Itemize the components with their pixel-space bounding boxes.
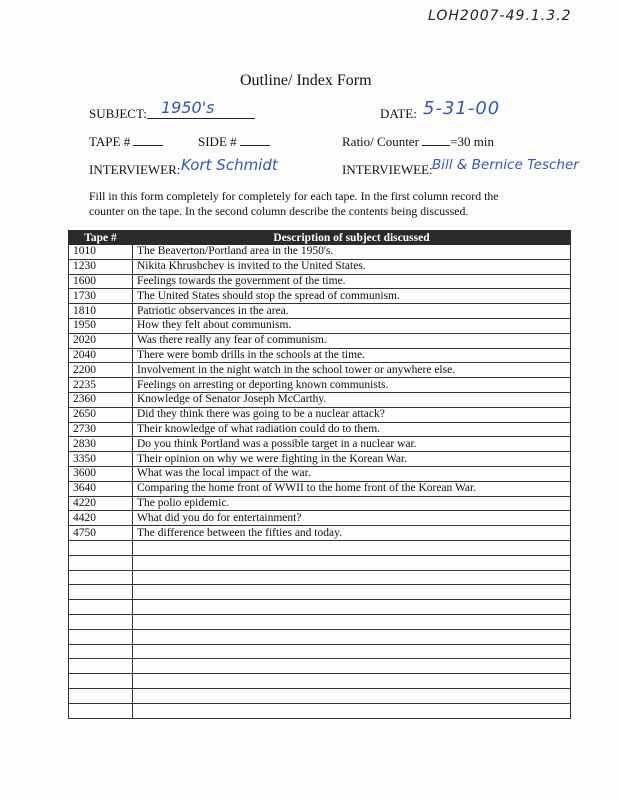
- description-cell[interactable]: What was the local impact of the war.: [133, 466, 571, 481]
- date-label: DATE:: [380, 106, 417, 121]
- subject-field[interactable]: [147, 98, 255, 119]
- tape-counter-cell[interactable]: 4220: [69, 496, 133, 511]
- subject-index-table: [68, 230, 571, 719]
- table-row: [69, 540, 571, 555]
- side-label: [198, 133, 270, 150]
- tape-counter-cell[interactable]: [69, 659, 133, 674]
- tape-counter-cell[interactable]: 3640: [69, 481, 133, 496]
- subject-label: SUBJECT:: [89, 106, 147, 121]
- ratio-suffix: =30 min: [450, 134, 494, 149]
- description-cell[interactable]: There were bomb drills in the schools at the time.: [133, 348, 571, 363]
- interviewer-label: INTERVIEWER:: [89, 162, 181, 177]
- tape-counter-cell[interactable]: [69, 555, 133, 570]
- description-cell[interactable]: [133, 629, 571, 644]
- tape-counter-cell[interactable]: 2360: [69, 392, 133, 407]
- description-cell[interactable]: How they felt about communism.: [133, 318, 571, 333]
- interviewee-label: INTERVIEWEE:: [342, 162, 433, 177]
- table-row: [69, 614, 571, 629]
- description-cell[interactable]: The Beaverton/Portland area in the 1950's.: [133, 245, 571, 260]
- table-row: [69, 245, 571, 260]
- description-cell[interactable]: Nikita Khrushchev is invited to the United States.: [133, 259, 571, 274]
- table-row: [69, 688, 571, 703]
- description-cell[interactable]: Their knowledge of what radiation could do to them.: [133, 422, 571, 437]
- tape-counter-cell[interactable]: 3350: [69, 452, 133, 467]
- instructions-line-1: Fill in this form completely for completely for each tape. In the first column record the: [89, 189, 499, 203]
- table-row: [69, 644, 571, 659]
- tape-counter-cell[interactable]: 1230: [69, 259, 133, 274]
- tape-counter-cell[interactable]: 3600: [69, 466, 133, 481]
- table-row: [69, 659, 571, 674]
- table-row: [69, 629, 571, 644]
- tape-label-text: TAPE #: [89, 134, 131, 149]
- ratio-label-text: Ratio/ Counter: [342, 134, 419, 149]
- table-row: [69, 363, 571, 378]
- tape-counter-cell[interactable]: [69, 614, 133, 629]
- description-cell[interactable]: [133, 614, 571, 629]
- tape-counter-cell[interactable]: 1810: [69, 304, 133, 319]
- description-cell[interactable]: [133, 600, 571, 615]
- table-row: [69, 259, 571, 274]
- description-cell[interactable]: [133, 570, 571, 585]
- description-cell[interactable]: Patriotic observances in the area.: [133, 304, 571, 319]
- table-row: [69, 555, 571, 570]
- description-cell[interactable]: [133, 644, 571, 659]
- side-field[interactable]: [240, 133, 270, 146]
- description-cell[interactable]: [133, 674, 571, 689]
- date-value[interactable]: 5-31-00: [423, 98, 501, 119]
- table-row: [69, 703, 571, 718]
- description-cell[interactable]: The polio epidemic.: [133, 496, 571, 511]
- table-row: [69, 407, 571, 422]
- table-row: [69, 304, 571, 319]
- tape-counter-cell[interactable]: [69, 674, 133, 689]
- description-cell[interactable]: [133, 555, 571, 570]
- tape-label: [89, 133, 163, 150]
- table-row: [69, 585, 571, 600]
- table-row: [69, 378, 571, 393]
- tape-counter-cell[interactable]: 1730: [69, 289, 133, 304]
- table-row: [69, 570, 571, 585]
- description-cell[interactable]: [133, 540, 571, 555]
- tape-counter-cell[interactable]: [69, 540, 133, 555]
- tape-counter-cell[interactable]: [69, 629, 133, 644]
- table-row: [69, 511, 571, 526]
- description-cell[interactable]: Comparing the home front of WWII to the home front of the Korean War.: [133, 481, 571, 496]
- tape-counter-cell[interactable]: 2040: [69, 348, 133, 363]
- description-cell[interactable]: Knowledge of Senator Joseph McCarthy.: [133, 392, 571, 407]
- table-row: [69, 526, 571, 541]
- table-row: [69, 289, 571, 304]
- tape-counter-cell[interactable]: 2650: [69, 407, 133, 422]
- tape-counter-cell[interactable]: 1010: [69, 245, 133, 260]
- description-column-header: Description of subject discussed: [133, 231, 571, 245]
- description-cell[interactable]: Feelings towards the government of the time.: [133, 274, 571, 289]
- description-cell[interactable]: [133, 688, 571, 703]
- tape-counter-cell[interactable]: 4420: [69, 511, 133, 526]
- table-row: [69, 422, 571, 437]
- description-cell[interactable]: [133, 585, 571, 600]
- description-cell[interactable]: Involvement in the night watch in the school tower or anywhere else.: [133, 363, 571, 378]
- tape-counter-cell[interactable]: 2830: [69, 437, 133, 452]
- description-cell[interactable]: The United States should stop the spread of communism.: [133, 289, 571, 304]
- description-cell[interactable]: What did you do for entertainment?: [133, 511, 571, 526]
- subject-value: 1950's: [161, 98, 215, 117]
- table-body: [69, 245, 571, 719]
- tape-counter-cell[interactable]: 1600: [69, 274, 133, 289]
- tape-column-header: Tape #: [69, 231, 133, 245]
- table-row: [69, 274, 571, 289]
- tape-counter-cell[interactable]: 2730: [69, 422, 133, 437]
- interviewer-value[interactable]: Kort Schmidt: [181, 156, 278, 174]
- tape-counter-cell[interactable]: 2200: [69, 363, 133, 378]
- description-cell[interactable]: Feelings on arresting or deporting known communists.: [133, 378, 571, 393]
- table-row: [69, 466, 571, 481]
- table-row: [69, 348, 571, 363]
- description-cell[interactable]: Do you think Portland was a possible target in a nuclear war.: [133, 437, 571, 452]
- form-title: Outline/ Index Form: [240, 72, 372, 89]
- tape-counter-cell[interactable]: 2235: [69, 378, 133, 393]
- tape-counter-cell[interactable]: [69, 703, 133, 718]
- table-row: [69, 437, 571, 452]
- tape-counter-cell[interactable]: 1950: [69, 318, 133, 333]
- table-row: [69, 600, 571, 615]
- table-row: [69, 481, 571, 496]
- tape-counter-cell[interactable]: [69, 688, 133, 703]
- description-cell[interactable]: [133, 703, 571, 718]
- tape-field[interactable]: [133, 133, 163, 146]
- instructions-line-2: counter on the tape. In the second column describe the contents being discussed.: [89, 204, 469, 218]
- tape-counter-cell[interactable]: [69, 644, 133, 659]
- tape-counter-cell[interactable]: [69, 570, 133, 585]
- description-cell[interactable]: Their opinion on why we were fighting in the Korean War.: [133, 452, 571, 467]
- interviewee-value[interactable]: Bill & Bernice Tescher: [432, 157, 579, 173]
- description-cell[interactable]: The difference between the fifties and today.: [133, 526, 571, 541]
- table-row: [69, 392, 571, 407]
- tape-counter-cell[interactable]: [69, 585, 133, 600]
- description-cell[interactable]: [133, 659, 571, 674]
- ratio-label: [342, 133, 494, 150]
- table-row: [69, 452, 571, 467]
- accession-number: LOH2007-49.1.3.2: [428, 8, 572, 24]
- tape-counter-cell[interactable]: [69, 600, 133, 615]
- tape-counter-cell[interactable]: 2020: [69, 333, 133, 348]
- table-row: [69, 318, 571, 333]
- side-label-text: SIDE #: [198, 134, 237, 149]
- tape-counter-cell[interactable]: 4750: [69, 526, 133, 541]
- ratio-field[interactable]: [422, 133, 450, 146]
- description-cell[interactable]: Was there really any fear of communism.: [133, 333, 571, 348]
- table-header-row: [69, 231, 571, 245]
- table-row: [69, 674, 571, 689]
- table-row: [69, 496, 571, 511]
- description-cell[interactable]: Did they think there was going to be a nuclear attack?: [133, 407, 571, 422]
- table-row: [69, 333, 571, 348]
